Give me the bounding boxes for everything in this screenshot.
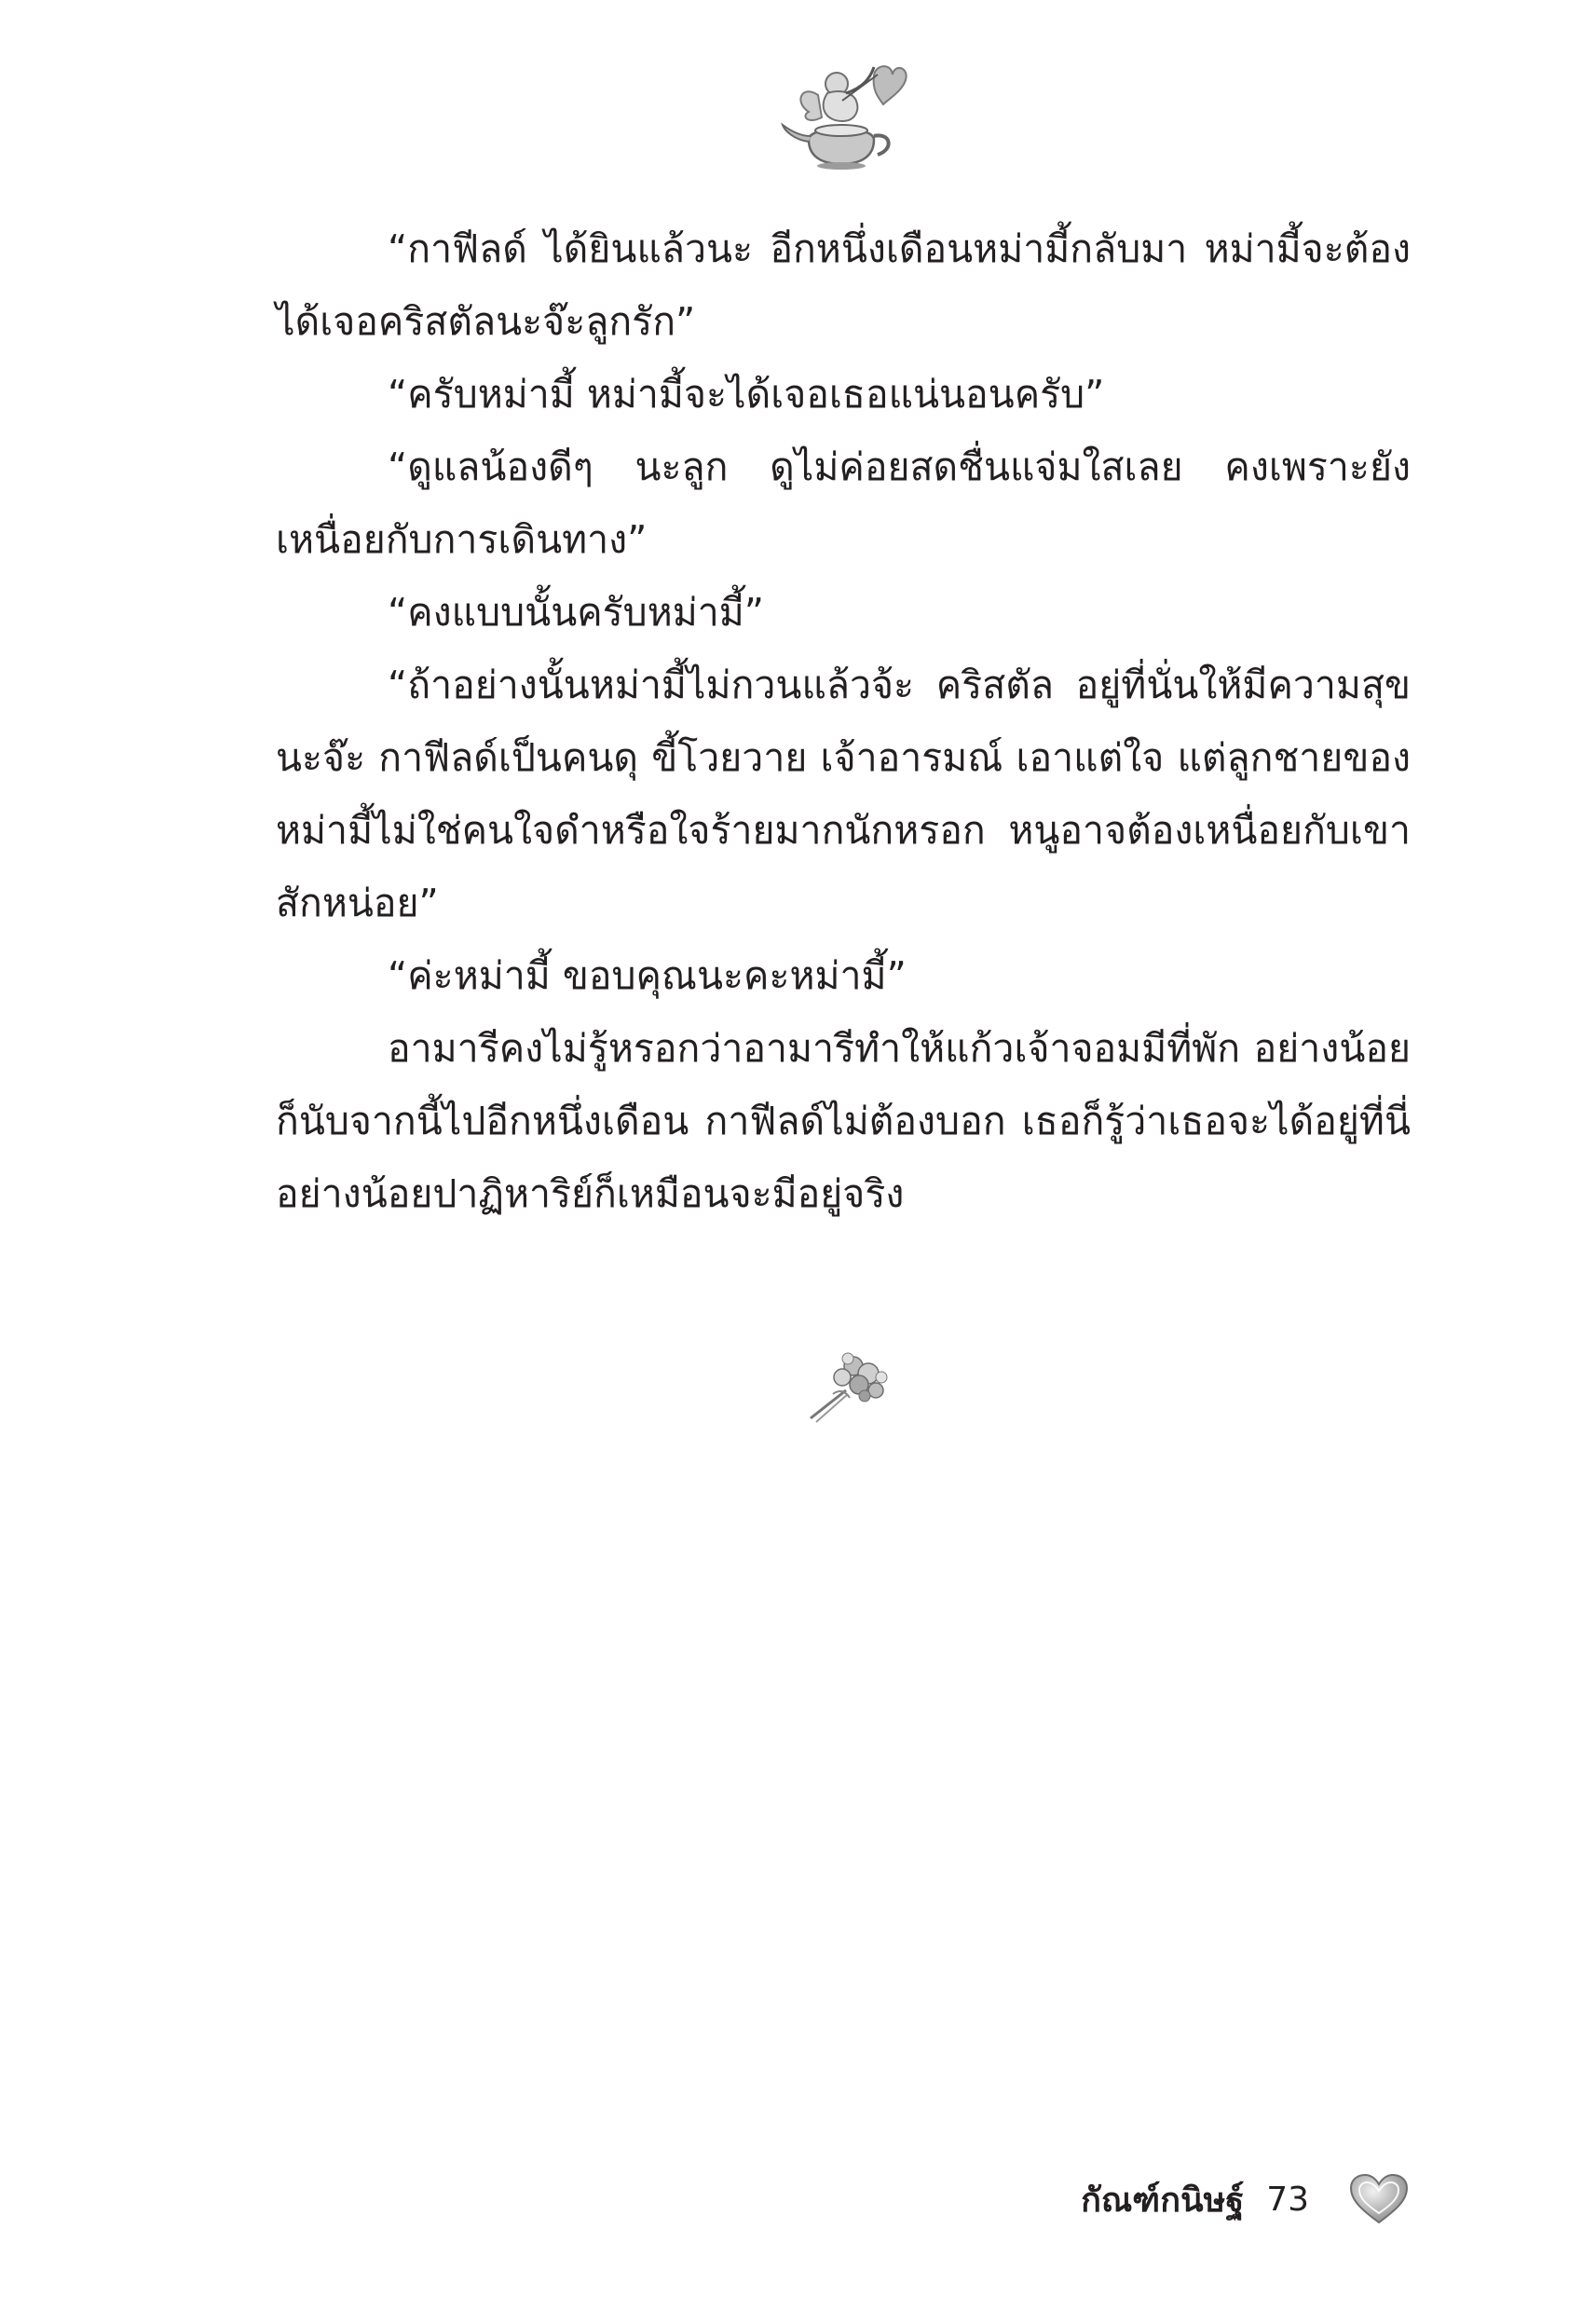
paragraph: “ค่ะหม่ามี้ ขอบคุณนะคะหม่ามี้” [388, 953, 907, 998]
paragraph: อามารีคงไม่รู้หรอกว่าอามารีทำให้แก้วเจ้าจอมมีที่พัก อย่างน้อยก็นับจากนี้ไปอีกหนึ่งเดือน กาฟีลด์ไม่ต้องบอก เธอก็รู้ว่าเธอจะได้อยู่ที่นี่ อย่างน้อยปาฏิหาริย์ก็เหมือนจะมีอยู่จริง [276, 1026, 1411, 1216]
body-text [276, 212, 1411, 1230]
flower-bouquet-icon [792, 1338, 904, 1431]
paragraph: “ถ้าอย่างนั้นหม่ามี้ไม่กวนแล้วจ้ะ คริสตัล อยู่ที่นั่นให้มีความสุขนะจ๊ะ กาฟีลด์เป็นคนดุ ขี้โวยวาย เจ้าอารมณ์ เอาแต่ใจ แต่ลูกชายของหม่ามี้ไม่ใช่คนใจดำหรือใจร้ายมากนักหรอก หนูอาจต้องเหนื่อยกับเขาสักหน่อย” [276, 663, 1411, 925]
heart-icon [1348, 2172, 1410, 2226]
paragraph: “กาฟีลด์ ได้ยินแล้วนะ อีกหนึ่งเดือนหม่ามี้กลับมา หม่ามี้จะต้องได้เจอคริสตัลนะจ๊ะลูกรัก” [276, 226, 1411, 344]
page-footer [1081, 2167, 1410, 2232]
paragraph: “ดูแลน้องดีๆ นะลูก ดูไม่ค่อยสดชื่นแจ่มใสเลย คงเพราะยังเหนื่อยกับการเดินทาง” [276, 444, 1411, 562]
paragraph: “คงแบบนั้นครับหม่ามี้” [388, 590, 765, 635]
page-number: 73 [1266, 2180, 1309, 2219]
cupid-teapot-icon [781, 56, 911, 177]
book-title: กัณฑ์กนิษฐ์ [1081, 2181, 1245, 2220]
paragraph: “ครับหม่ามี้ หม่ามี้จะได้เจอเธอแน่นอนครับ” [388, 372, 1105, 417]
